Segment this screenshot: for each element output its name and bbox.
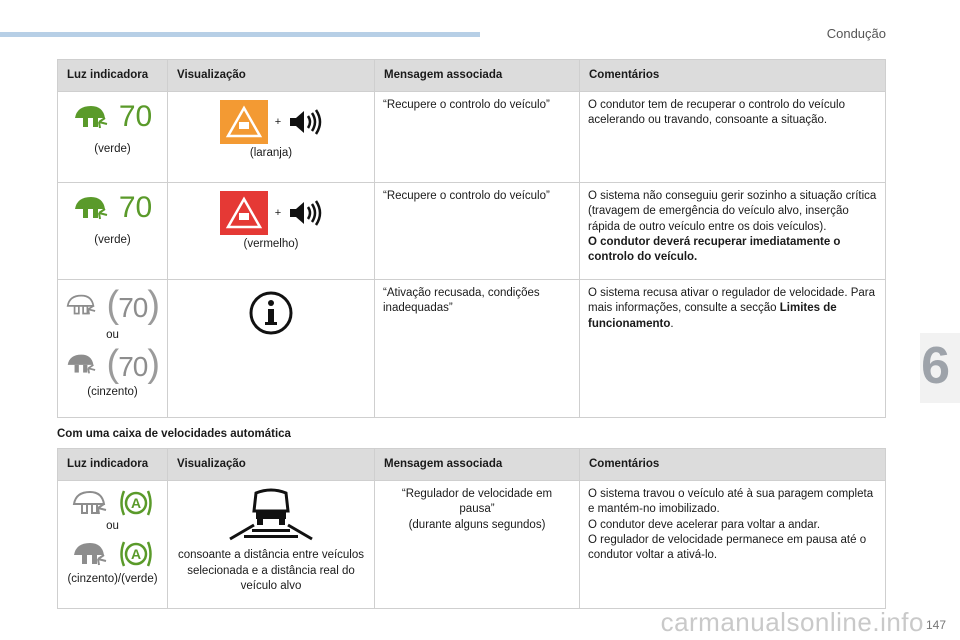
speed-value: 70 — [118, 351, 148, 383]
sound-icon — [288, 200, 322, 226]
message-note: (durante alguns segundos) — [408, 518, 546, 531]
auto-hold-letter: A — [130, 495, 141, 511]
comment-line: O regulador de velocidade permanece em pausa até o condutor voltar a ativá-lo. — [588, 533, 867, 562]
comment-bold-text: O condutor deverá recuperar imediatamente o controlo do veículo. — [588, 235, 841, 264]
header-comments: Comentários — [580, 60, 886, 92]
vehicle-distance-icon — [226, 487, 316, 541]
indicator-caption: (verde) — [94, 234, 131, 246]
speed-ring: (70) — [106, 343, 159, 386]
speed-ring: (70) — [106, 284, 159, 326]
collision-warning-icon — [220, 100, 268, 144]
table-row — [58, 92, 886, 183]
sound-icon — [288, 109, 322, 135]
message-cell: “Ativação recusada, condições inadequadas” — [375, 280, 580, 418]
chapter-number: 6 — [921, 337, 950, 395]
indicator-caption: (cinzento)/(verde) — [67, 573, 158, 586]
collision-alert-icon — [220, 191, 268, 235]
display-cell — [168, 183, 375, 280]
page-number: 147 — [925, 618, 946, 632]
display-cell — [168, 92, 375, 183]
comment-text: O sistema não conseguiu gerir sozinho a situação crítica (travagem de emergência do veículo alvo, inserção rápida de outro veículo entre os dois veículos). — [588, 190, 877, 233]
cruise-control-outline-icon — [72, 488, 110, 518]
comment-line: O sistema travou o veículo até à sua paragem completa e mantém-no imobilizado. — [588, 488, 874, 516]
automatic-gearbox-table — [57, 448, 886, 609]
header-indicator: Luz indicadora — [58, 60, 168, 92]
cruise-control-icon — [73, 102, 111, 132]
message-cell: “Recupere o controlo do veículo” — [375, 92, 580, 183]
or-text: ou — [106, 329, 119, 341]
comment-cell — [580, 280, 886, 418]
indicator-caption: (verde) — [94, 143, 131, 155]
section-title: Condução — [826, 26, 886, 41]
indicator-cell — [58, 280, 168, 418]
watermark: carmanualsonline.info — [660, 607, 924, 637]
header-message: Mensagem associada — [375, 60, 580, 92]
speed-value: 70 — [118, 292, 148, 323]
table-header-row — [58, 449, 886, 481]
speed-value: 70 — [118, 100, 153, 133]
display-cell — [168, 280, 375, 418]
comment-end: . — [670, 317, 674, 330]
table-header-row — [58, 60, 886, 92]
comment-link-text: Limites de funcionamento — [588, 302, 837, 330]
or-text: ou — [106, 520, 119, 532]
top-accent-bar — [0, 32, 480, 37]
comment-cell — [580, 481, 886, 609]
cruise-control-icon — [73, 193, 111, 223]
comment-cell — [580, 183, 886, 280]
message-text: “Regulador de velocidade em pausa” — [401, 488, 553, 516]
indicator-caption: (cinzento) — [87, 386, 138, 399]
indicator-cell — [58, 92, 168, 183]
indicator-cell — [58, 481, 168, 609]
message-cell — [375, 481, 580, 609]
auto-hold-letter: A — [130, 546, 141, 563]
header-message: Mensagem associada — [375, 449, 580, 481]
display-caption: (vermelho) — [243, 238, 299, 250]
section2-title: Com uma caixa de velocidades automática — [57, 428, 291, 440]
table-row — [58, 481, 886, 609]
comment-line: O condutor deve acelerar para voltar a andar. — [588, 518, 821, 531]
table-row — [58, 183, 886, 280]
indicator-cell — [58, 183, 168, 280]
cruise-control-outline-icon — [66, 290, 99, 320]
display-caption: (laranja) — [249, 147, 293, 159]
table-row — [58, 280, 886, 418]
info-icon — [248, 290, 294, 336]
header-display: Visualização — [168, 449, 375, 481]
cruise-control-grey-icon — [66, 349, 99, 379]
display-caption: consoante a distância entre veículos selecionada e a distância real do veículo alvo — [177, 549, 365, 592]
header-indicator: Luz indicadora — [58, 449, 168, 481]
comment-cell: O condutor tem de recuperar o controlo do veículo acelerando ou travando, consoante a situação. — [580, 92, 886, 183]
cruise-control-grey-icon — [72, 539, 110, 569]
speed-value: 70 — [118, 191, 153, 224]
comment-text: O sistema recusa ativar o regulador de velocidade. Para mais informações, consulte a secção — [588, 287, 876, 315]
plus-sign: + — [274, 115, 282, 128]
auto-hold-icon — [118, 538, 154, 570]
display-cell — [168, 481, 375, 609]
auto-hold-icon — [118, 487, 154, 519]
message-cell: “Recupere o controlo do veículo” — [375, 183, 580, 280]
header-display: Visualização — [168, 60, 375, 92]
plus-sign: + — [274, 206, 282, 219]
warning-table — [57, 59, 886, 418]
header-comments: Comentários — [580, 449, 886, 481]
